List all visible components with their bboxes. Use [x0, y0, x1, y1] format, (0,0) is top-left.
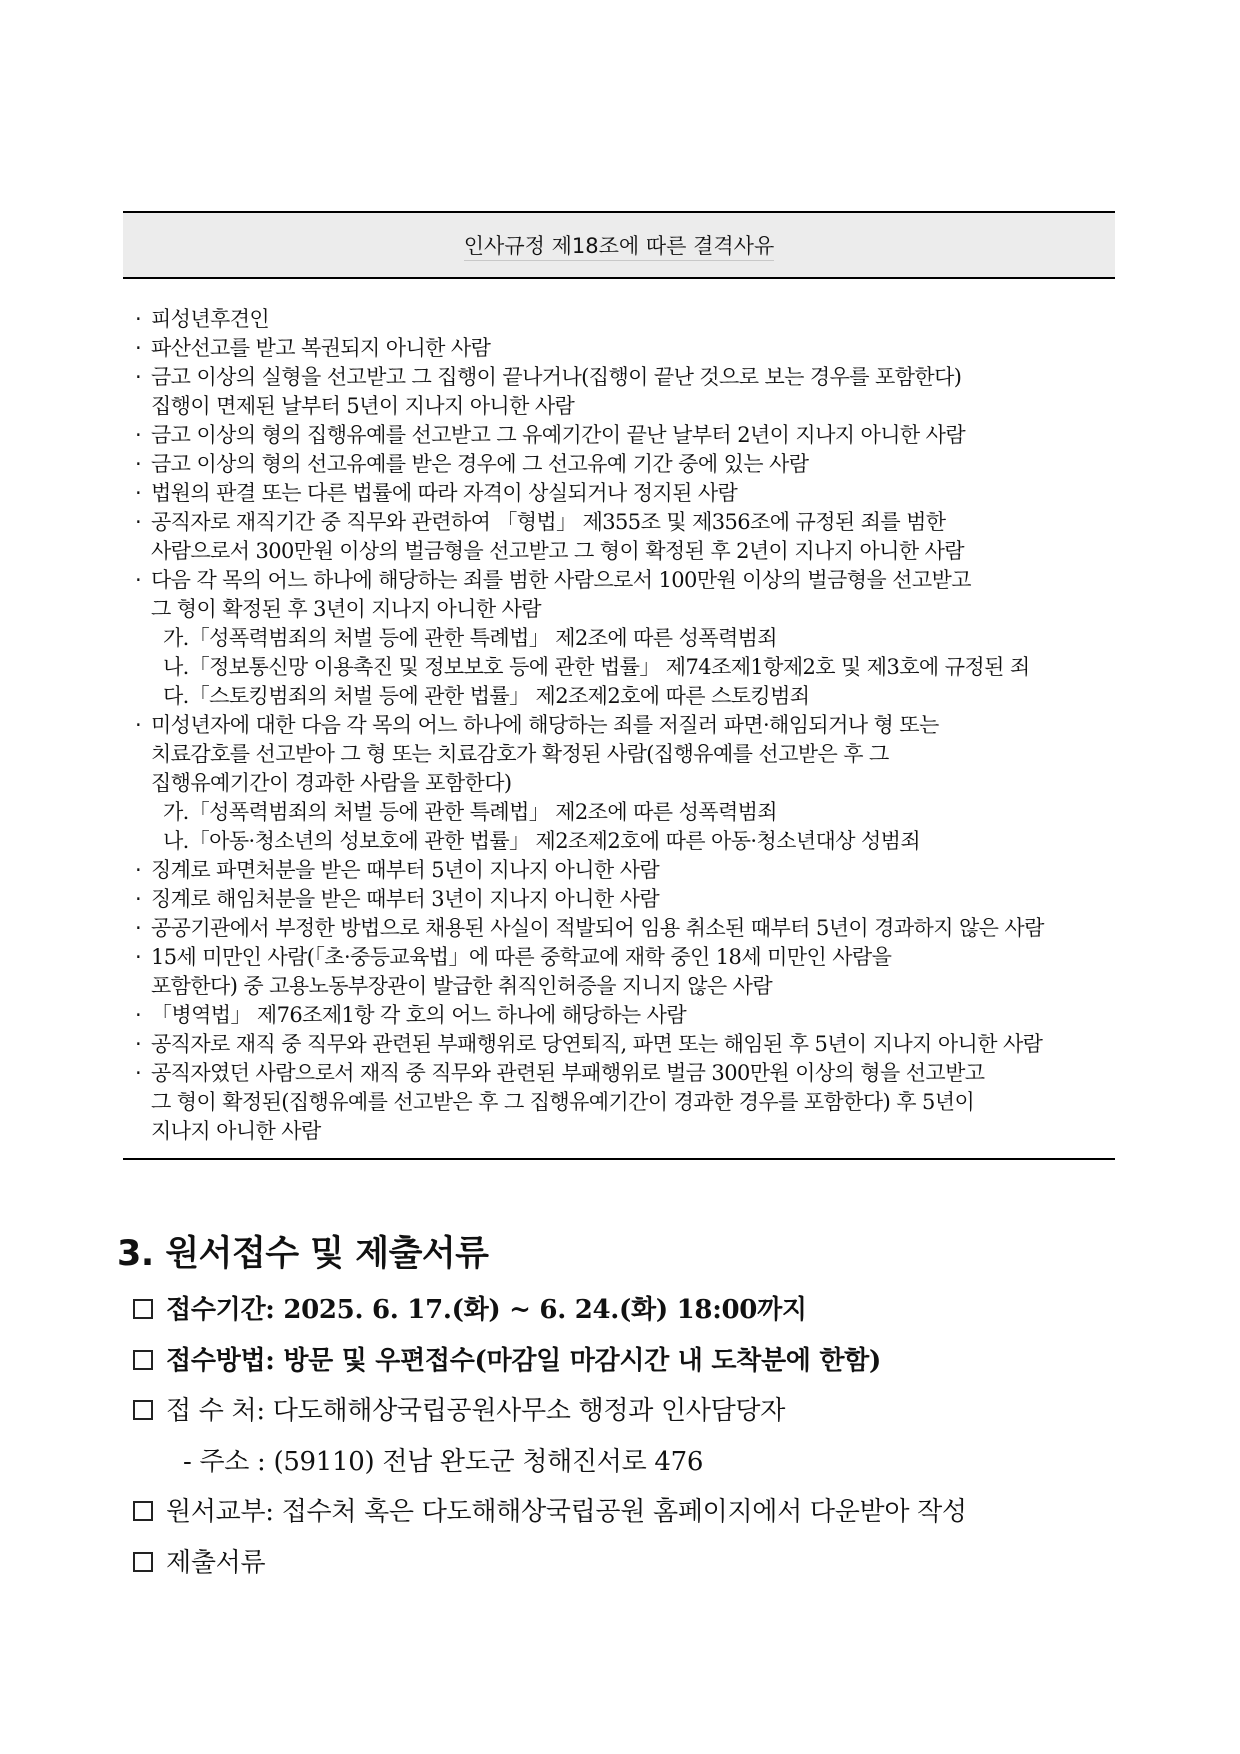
list-line-text: 그 형이 확정된 후 3년이 지나지 아니한 사람	[151, 597, 541, 621]
checkbox-square-icon	[133, 1299, 153, 1319]
item-key: 제출서류	[166, 1547, 266, 1578]
list-line-text: 법원의 판결 또는 다른 법률에 따라 자격이 상실되거나 정지된 사람	[151, 481, 738, 505]
list-line-text: 징계로 해임처분을 받은 때부터 3년이 지나지 아니한 사람	[151, 887, 660, 911]
list-line	[135, 1030, 1107, 1059]
bullet-dot-icon: ·	[135, 336, 142, 360]
list-line	[135, 624, 1107, 653]
list-line	[135, 363, 1107, 392]
disqualification-box	[123, 211, 1115, 1160]
bullet-dot-icon: ·	[135, 481, 142, 505]
bullet-dot-icon: ·	[135, 307, 142, 331]
list-line-text: 미성년자에 대한 다음 각 목의 어느 하나에 해당하는 죄를 저질러 파면·해임되거나 형 또는	[151, 713, 939, 737]
bullet-dot-icon: ·	[135, 1003, 142, 1027]
list-line-text: 집행유예기간이 경과한 사람을 포함한다)	[151, 771, 512, 795]
list-line-text: 지나지 아니한 사람	[151, 1119, 321, 1143]
item-value: 다도해해상국립공원사무소 행정과 인사담당자	[264, 1396, 786, 1426]
box-title: 인사규정 제18조에 따른 결격사유	[464, 230, 774, 261]
list-line-text: 나.「정보통신망 이용촉진 및 정보보호 등에 관한 법률」 제74조제1항제2호 및 제3호에 규정된 죄	[163, 655, 1030, 679]
bullet-dot-icon: ·	[135, 713, 142, 737]
list-line	[135, 450, 1107, 479]
item-form	[117, 1494, 1117, 1530]
list-line	[135, 1001, 1107, 1030]
list-line	[135, 653, 1107, 682]
list-line	[135, 334, 1107, 363]
list-line-text: 가.「성폭력범죄의 처벌 등에 관한 특례법」 제2조에 따른 성폭력범죄	[163, 626, 777, 650]
disqualification-list	[123, 279, 1115, 1146]
list-line-text: 15세 미만인 사람(「초·중등교육법」에 따른 중학교에 재학 중인 18세 미만인 사람을	[151, 945, 892, 969]
item-value: 접수처 혹은 다도해해상국립공원 홈페이지에서 다운받아 작성	[273, 1497, 967, 1527]
list-line-text: 공직자로 재직 중 직무와 관련된 부패행위로 당연퇴직, 파면 또는 해임된 후 5년이 지나지 아니한 사람	[151, 1032, 1043, 1056]
list-line-text: 파산선고를 받고 복권되지 아니한 사람	[151, 336, 491, 360]
list-line	[135, 1088, 1107, 1117]
list-line	[135, 392, 1107, 421]
checkbox-square-icon	[133, 1552, 153, 1572]
list-line	[135, 421, 1107, 450]
list-line	[135, 885, 1107, 914]
list-line	[135, 711, 1107, 740]
list-line-text: 포함한다) 중 고용노동부장관이 발급한 취직인허증을 지니지 않은 사람	[151, 974, 773, 998]
list-line	[135, 566, 1107, 595]
list-line-text: 집행이 면제된 날부터 5년이 지나지 아니한 사람	[151, 394, 575, 418]
list-line-text: 금고 이상의 형의 집행유예를 선고받고 그 유예기간이 끝난 날부터 2년이 지나지 아니한 사람	[151, 423, 966, 447]
list-line	[135, 856, 1107, 885]
list-line	[135, 595, 1107, 624]
bullet-dot-icon: ·	[135, 423, 142, 447]
bullet-dot-icon: ·	[135, 858, 142, 882]
list-line-text: 공공기관에서 부정한 방법으로 채용된 사실이 적발되어 임용 취소된 때부터 5년이 경과하지 않은 사람	[151, 916, 1044, 940]
checkbox-square-icon	[133, 1350, 153, 1370]
item-address: - 주소 : (59110) 전남 완도군 청해진서로 476	[183, 1446, 704, 1477]
item-key: 원서교부:	[166, 1497, 274, 1527]
list-line-text: 나.「아동·청소년의 성보호에 관한 법률」 제2조제2호에 따른 아동·청소년대상 성범죄	[163, 829, 921, 853]
item-key: 접수방법:	[166, 1345, 275, 1376]
checkbox-square-icon	[133, 1400, 153, 1420]
list-line	[135, 508, 1107, 537]
list-line-text: 징계로 파면처분을 받은 때부터 5년이 지나지 아니한 사람	[151, 858, 660, 882]
list-line-text: 치료감호를 선고받아 그 형 또는 치료감호가 확정된 사람(집행유예를 선고받은 후 그	[151, 742, 889, 766]
item-value: 방문 및 우편접수(마감일 마감시간 내 도착분에 한함)	[274, 1345, 881, 1376]
list-line	[135, 943, 1107, 972]
bullet-dot-icon: ·	[135, 452, 142, 476]
item-value: 2025. 6. 17.(화) ~ 6. 24.(화) 18:00까지	[274, 1295, 807, 1325]
bullet-dot-icon: ·	[135, 887, 142, 911]
bullet-dot-icon: ·	[135, 916, 142, 940]
list-line-text: 「병역법」 제76조제1항 각 호의 어느 하나에 해당하는 사람	[151, 1003, 687, 1027]
list-line-text: 공직자였던 사람으로서 재직 중 직무와 관련된 부패행위로 벌금 300만원 이상의 형을 선고받고	[151, 1061, 985, 1085]
list-line	[135, 305, 1107, 334]
list-line	[135, 972, 1107, 1001]
box-bottom-rule	[123, 1158, 1115, 1160]
item-key: 접 수 처:	[166, 1396, 265, 1426]
item-place	[117, 1393, 1117, 1429]
item-documents	[117, 1545, 1117, 1581]
list-line-text: 피성년후견인	[151, 307, 270, 331]
checkbox-square-icon	[133, 1501, 153, 1521]
bullet-dot-icon: ·	[135, 568, 142, 592]
item-period	[117, 1292, 1117, 1328]
application-section	[117, 1230, 1117, 1595]
bullet-dot-icon: ·	[135, 365, 142, 389]
list-line	[135, 537, 1107, 566]
list-line	[135, 1059, 1107, 1088]
list-line	[135, 827, 1107, 856]
list-line	[135, 740, 1107, 769]
list-line	[135, 769, 1107, 798]
list-line	[135, 1117, 1107, 1146]
box-header	[123, 211, 1115, 279]
list-line-text: 가.「성폭력범죄의 처벌 등에 관한 특례법」 제2조에 따른 성폭력범죄	[163, 800, 777, 824]
bullet-dot-icon: ·	[135, 510, 142, 534]
item-key: 접수기간:	[166, 1295, 275, 1325]
bullet-dot-icon: ·	[135, 1061, 142, 1085]
section-title: 3. 원서접수 및 제출서류	[117, 1234, 489, 1274]
list-line	[135, 682, 1107, 711]
list-line-text: 사람으로서 300만원 이상의 벌금형을 선고받고 그 형이 확정된 후 2년이 지나지 아니한 사람	[151, 539, 964, 563]
list-line	[135, 798, 1107, 827]
list-line-text: 공직자로 재직기간 중 직무와 관련하여 「형법」 제355조 및 제356조에 규정된 죄를 범한	[151, 510, 946, 534]
list-line-text: 금고 이상의 실형을 선고받고 그 집행이 끝나거나(집행이 끝난 것으로 보는 경우를 포함한다)	[151, 365, 962, 389]
list-line-text: 다.「스토킹범죄의 처벌 등에 관한 법률」 제2조제2호에 따른 스토킹범죄	[163, 684, 810, 708]
bullet-dot-icon: ·	[135, 945, 142, 969]
list-line-text: 그 형이 확정된(집행유예를 선고받은 후 그 집행유예기간이 경과한 경우를 포함한다) 후 5년이	[151, 1090, 975, 1114]
list-line-text: 다음 각 목의 어느 하나에 해당하는 죄를 범한 사람으로서 100만원 이상의 벌금형을 선고받고	[151, 568, 971, 592]
list-line	[135, 914, 1107, 943]
bullet-dot-icon: ·	[135, 1032, 142, 1056]
list-line-text: 금고 이상의 형의 선고유예를 받은 경우에 그 선고유예 기간 중에 있는 사람	[151, 452, 809, 476]
list-line	[135, 479, 1107, 508]
item-method	[117, 1343, 1117, 1379]
